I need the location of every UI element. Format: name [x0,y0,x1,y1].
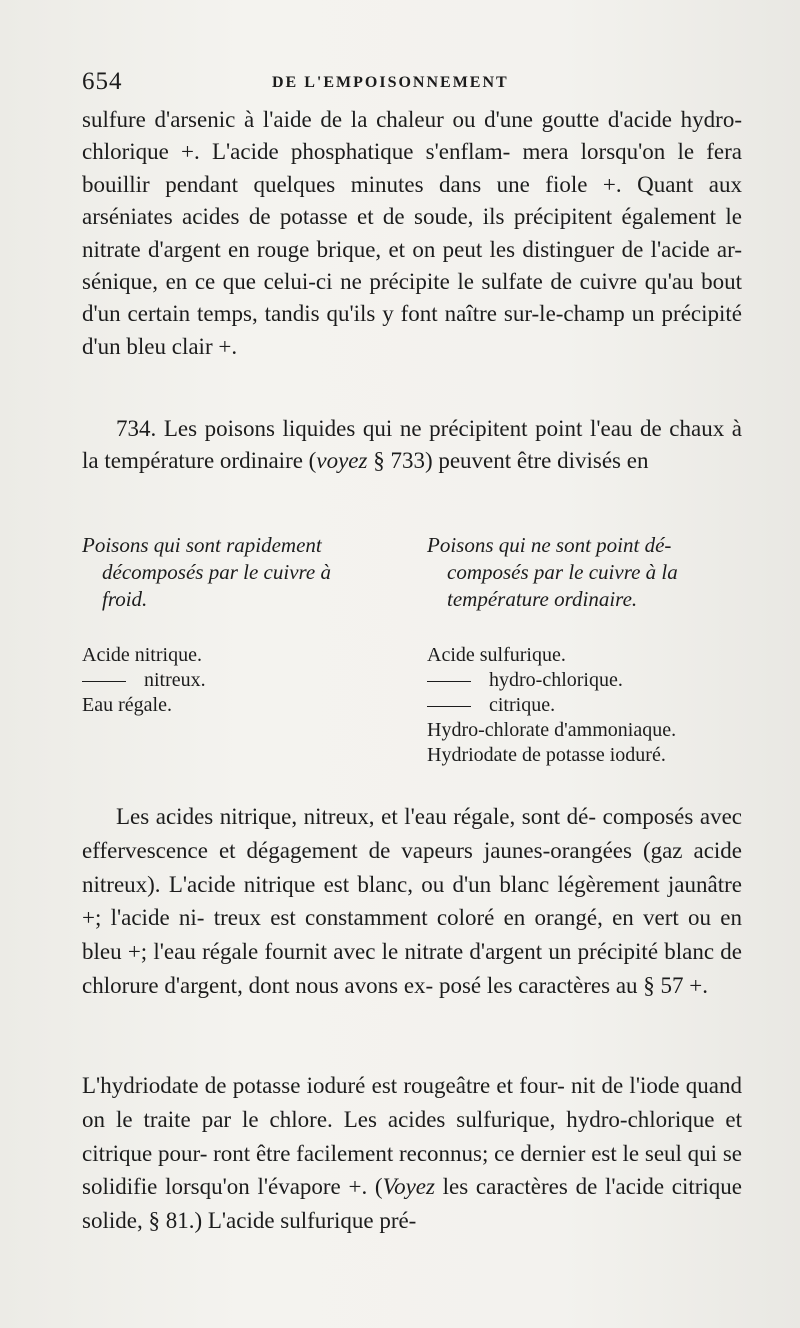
item-label: Hydro-chlorate d'ammoniaque. [427,719,677,741]
paragraph-hydriodate [82,1069,742,1238]
item-label: citrique. [489,694,556,716]
list-item [82,643,412,668]
cross-reference: Voyez [382,1174,435,1200]
text-line: ront être facilement reconnus; ce dernier est le seul qui [213,1140,718,1166]
cross-reference: voyez [316,448,368,474]
text-line: sulfure d'arsenic à l'aide de la chaleur ou d'une goutte [82,107,600,132]
text-line: jaunes-orangées (gaz acide nitreux). L'acide nitrique est [82,837,743,897]
list-item [427,693,757,718]
heading-line: température ordinaire. [447,587,638,611]
column-decomposed-by-copper [82,532,412,718]
list-item [82,668,412,693]
running-head: DE L'EMPOISONNEMENT [272,74,509,91]
text-line: et de soude, ils précipitent également le nitrate d'argent [82,204,742,262]
heading-line: Poisons qui sont rapidement [82,533,322,557]
paragraph-734 [82,413,742,478]
list-item [82,693,412,718]
heading-line: composés par le cuivre à la [447,560,678,584]
heading-line: froid. [102,587,148,611]
heading-line: décomposés par le cuivre à [102,560,331,584]
column-heading [427,532,757,613]
text-line: Les acides nitrique, nitreux, et l'eau régale, sont dé- [116,804,597,829]
text-line: mera lorsqu'on le fera bouillir pendant quelques minutes [82,139,742,197]
text-line: nit de l'iode quand on le traite par le chlore. Les [82,1073,742,1132]
ditto-dash [427,706,471,707]
text-line: blanc, ou d'un blanc légèrement jaunâtre +; l'acide ni- [82,871,742,931]
text-line: posé les caractères au § 57 +. [438,972,709,998]
ditto-dash [427,681,471,682]
text-line: de l'acide citrique solide, § 81.) L'acide sulfurique pré- [82,1174,742,1234]
text-line: d'acide hydro-chlorique +. L'acide phosphatique s'enflam- [82,107,743,165]
text-line: composés avec effervescence et dégagement de vapeurs [82,804,743,863]
text-line: cuivre qu'au bout d'un certain temps, tandis qu'ils y font [82,269,742,327]
list-item [427,643,757,668]
text-line: de chaux à la température ordinaire ( [82,416,742,474]
text-line: acides sulfurique, hydro-chlorique et citrique pour- [82,1106,742,1166]
poison-list [427,643,757,768]
text-line: naître sur-le-champ un précipité d'un bleu clair +. [82,301,743,359]
text-line: sénique, en ce que celui-ci ne précipite le sulfate de [82,269,573,295]
item-label: Hydriodate de potasse ioduré. [427,744,666,766]
text-line: être divisés en [516,448,649,474]
item-label: Acide nitrique. [82,644,202,666]
heading-line: Poisons qui ne sont point dé- [427,533,672,557]
list-item [427,743,757,768]
list-item [427,668,757,693]
poison-classification-table [82,532,752,782]
item-label: hydro-chlorique. [489,669,623,691]
page-number: 654 [82,68,123,95]
text-line: les caractères [434,1174,568,1200]
item-label: nitreux. [144,669,206,691]
text-line: dans une fiole +. Quant aux arséniates acides de potasse [82,171,742,230]
text-line: § 733) peuvent [367,448,512,474]
column-heading [82,532,412,613]
ditto-dash [82,681,126,682]
text-line: 734. Les poisons liquides qui ne précipitent point l'eau [116,416,633,441]
page-header [82,68,742,104]
list-item [427,718,757,743]
item-label: Acide sulfurique. [427,644,566,666]
text-line: bleu +; l'eau régale fournit avec le nitrate d'argent un [82,939,572,965]
column-not-decomposed [427,532,757,768]
paragraph-arsenic [82,104,742,363]
poison-list [82,643,412,718]
text-line: treux est constamment coloré en orangé, en vert ou en [213,905,743,931]
text-line: en rouge brique, et on peut les distinguer de l'acide ar- [228,236,743,262]
paragraph-nitric-acids [82,800,742,1003]
item-label: Eau régale. [82,694,172,716]
text-line: précipité blanc de chlorure d'argent, dont nous avons ex- [82,939,742,998]
text-line: L'hydriodate de potasse ioduré est rougeâtre et four- [82,1073,565,1098]
text-line: se solidifie lorsqu'on l'évapore +. ( [82,1140,743,1200]
